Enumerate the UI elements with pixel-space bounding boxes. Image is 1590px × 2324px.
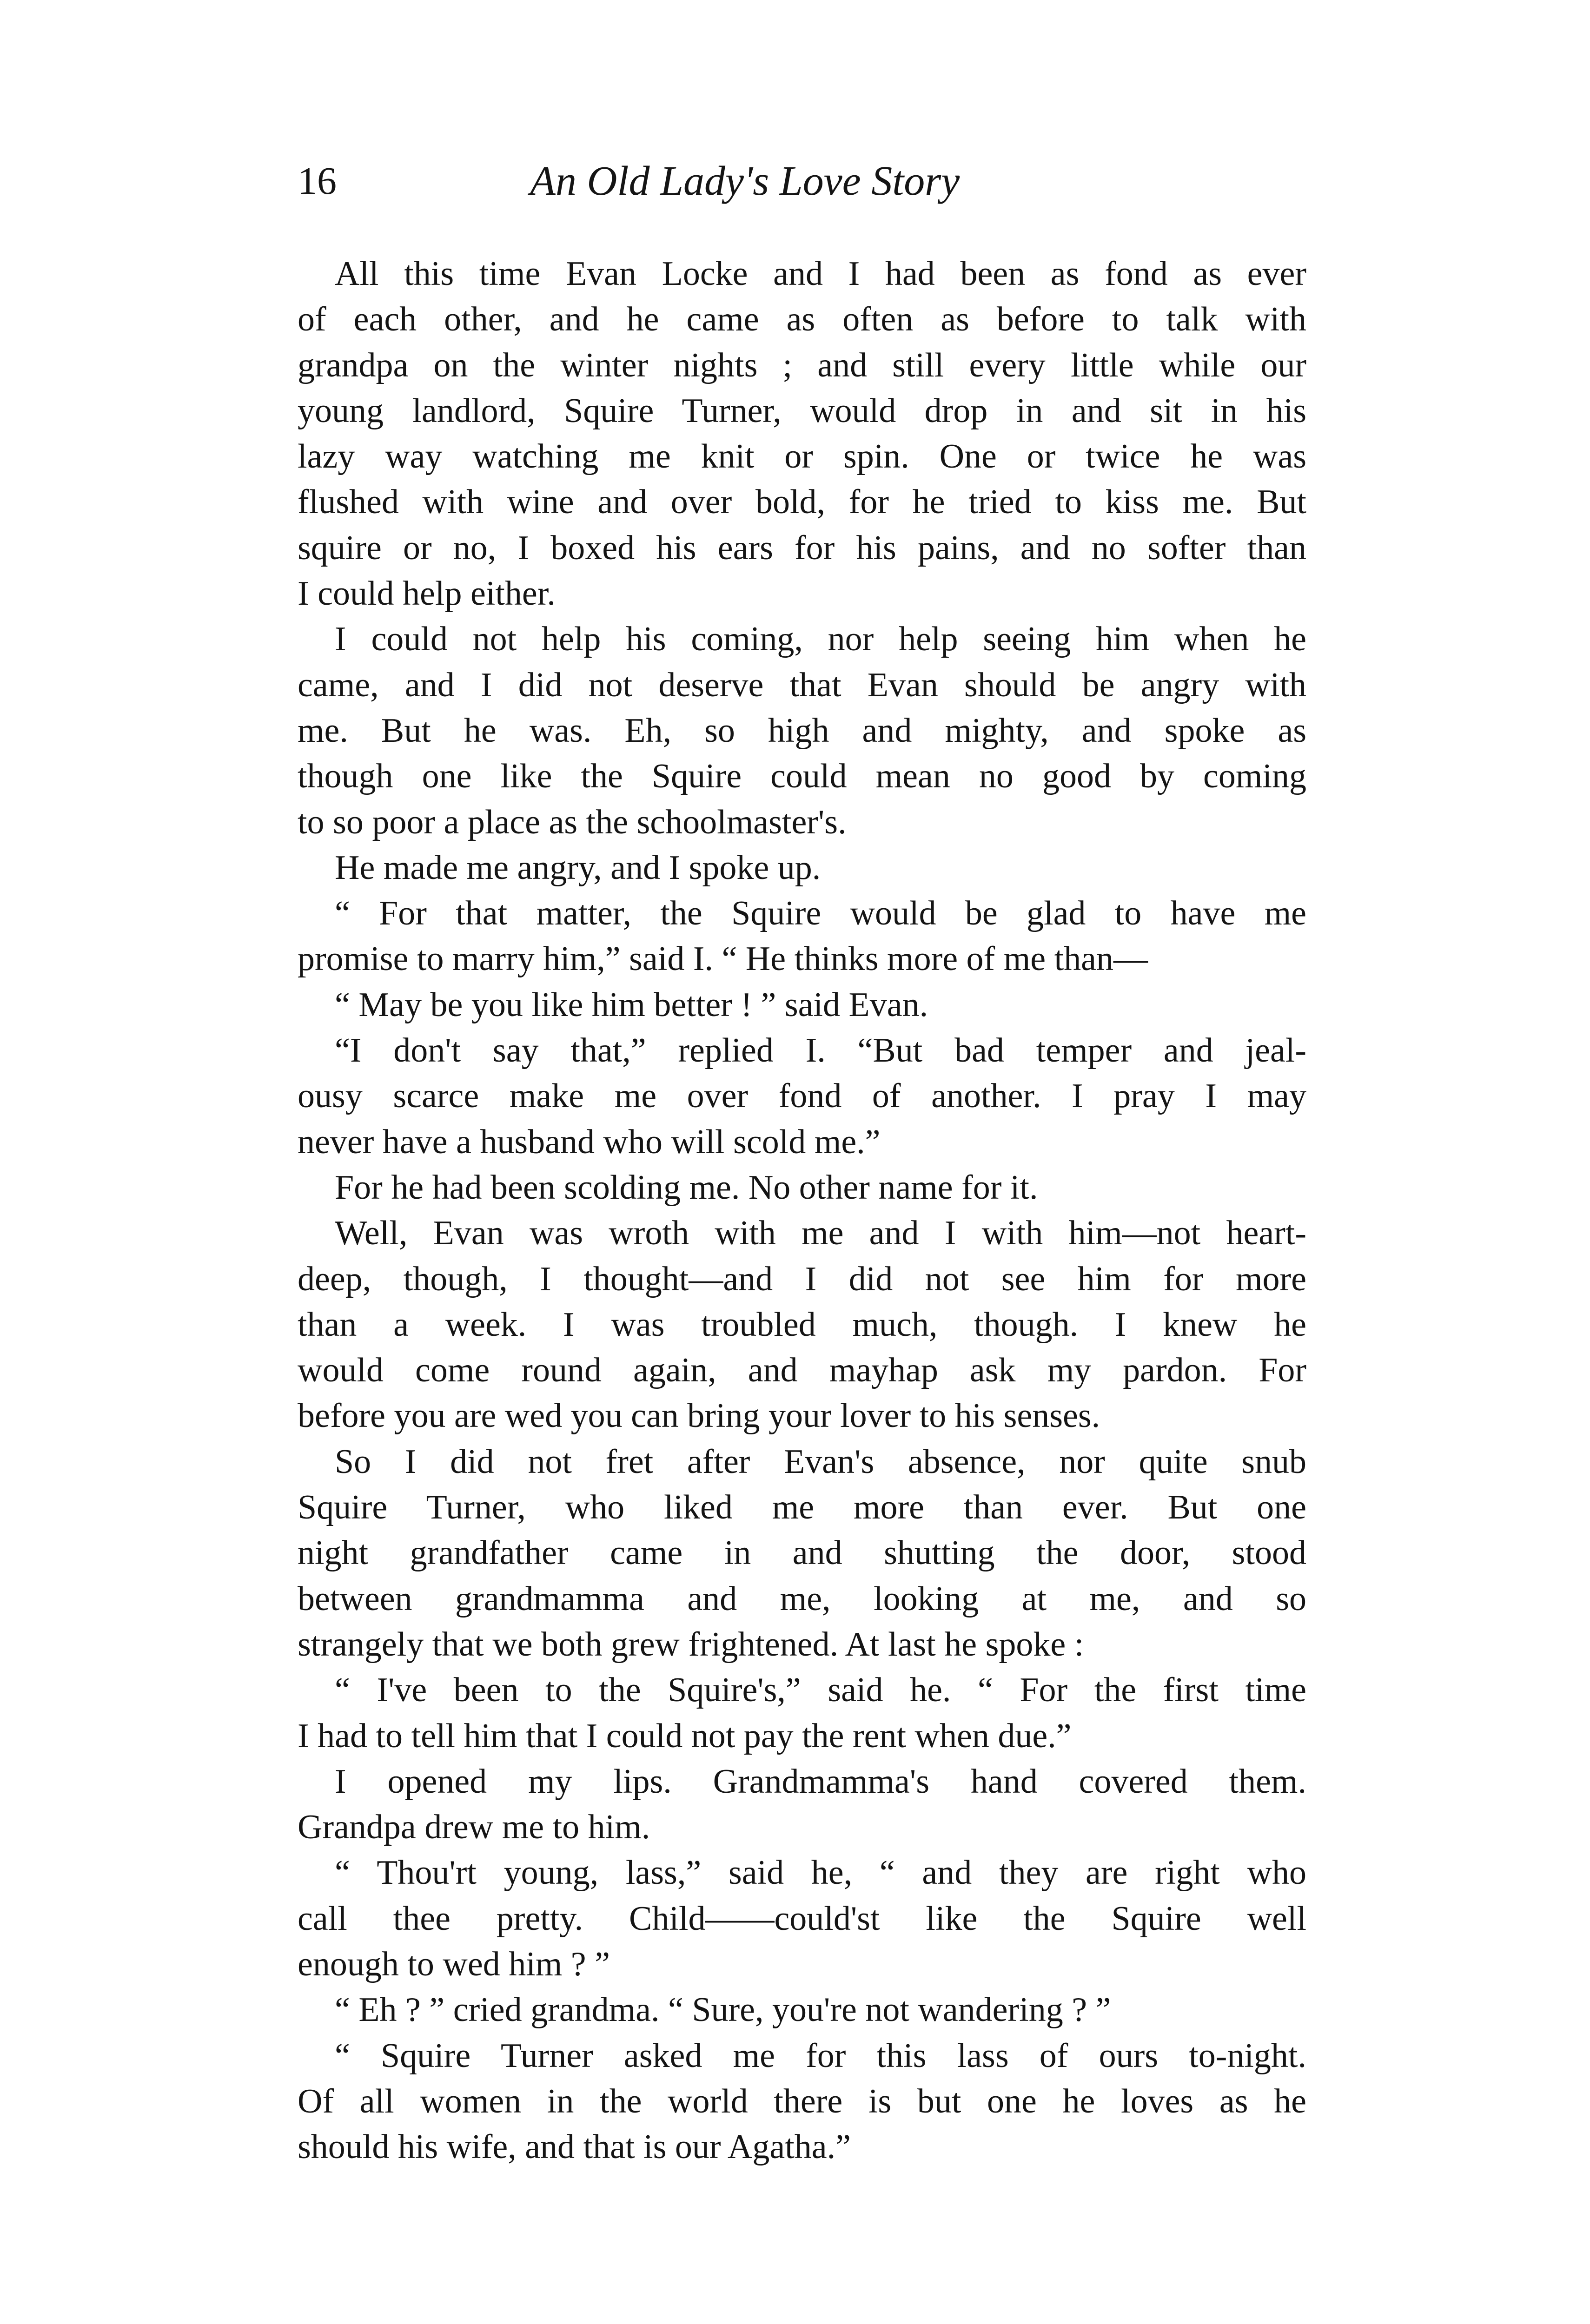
text-line: strangely that we both grew frightened. At last he spoke : [298, 1625, 1084, 1664]
text-line: For he had been scolding me. No other name for it. [335, 1168, 1038, 1207]
text-line: I had to tell him that I could not pay the rent when due.” [298, 1717, 1072, 1755]
text-line: “ May be you like him better ! ” said Evan. [335, 985, 928, 1024]
text-line: flushed with wine and over bold, for he tried to kiss me. But [298, 483, 1306, 522]
text-line: promise to marry him,” said I. “ He thinks more of me than— [298, 940, 1148, 978]
text-line: “I don't say that,” replied I. “But bad temper and jeal- [335, 1031, 1306, 1070]
paragraph [298, 1165, 1306, 1210]
paragraph [298, 2033, 1306, 2170]
text-line: night grandfather came in and shutting the door, stood [298, 1534, 1306, 1572]
text-line: “ For that matter, the Squire would be glad to have me [335, 894, 1306, 933]
text-line: came, and I did not deserve that Evan should be angry with [298, 666, 1306, 704]
paragraph [298, 891, 1306, 982]
text-line: never have a husband who will scold me.” [298, 1122, 881, 1161]
text-line: lazy way watching me knit or spin. One or twice he was [298, 437, 1306, 476]
text-line: He made me angry, and I spoke up. [335, 848, 821, 887]
text-line: Squire Turner, who liked me more than ever. But one [298, 1488, 1306, 1527]
text-line: call thee pretty. Child——could'st like the Squire well [298, 1899, 1306, 1938]
text-line: I could not help his coming, nor help seeing him when he [335, 620, 1306, 659]
text-line: I opened my lips. Grandmamma's hand covered them. [335, 1762, 1306, 1801]
paragraph [298, 1667, 1306, 1759]
text-line: young landlord, Squire Turner, would drop in and sit in his [298, 391, 1306, 430]
text-line: “ I've been to the Squire's,” said he. “ For the first time [335, 1671, 1306, 1710]
text-line: between grandmamma and me, looking at me, and so [298, 1579, 1306, 1618]
text-line: should his wife, and that is our Agatha.” [298, 2128, 851, 2166]
text-line: to so poor a place as the schoolmaster's. [298, 803, 847, 841]
text-line: squire or no, I boxed his ears for his pains, and no softer than [298, 528, 1306, 567]
text-line: Grandpa drew me to him. [298, 1808, 650, 1847]
paragraph [298, 982, 1306, 1028]
paragraph [298, 1850, 1306, 1987]
text-line: “ Thou'rt young, lass,” said he, “ and they are right who [335, 1854, 1306, 1892]
running-head [298, 153, 1306, 209]
text-line: “ Eh ? ” cried grandma. “ Sure, you're not wandering ? ” [335, 1991, 1111, 2029]
book-title: An Old Lady's Love Story [530, 158, 960, 204]
text-line: grandpa on the winter nights ; and still every little while our [298, 346, 1306, 384]
paragraph [298, 1210, 1306, 1439]
text-line: of each other, and he came as often as before to talk with [298, 300, 1306, 339]
text-line: Of all women in the world there is but one he loves as he [298, 2082, 1306, 2120]
text-line: So I did not fret after Evan's absence, nor quite snub [335, 1442, 1306, 1481]
text-line: before you are wed you can bring your lover to his senses. [298, 1397, 1100, 1435]
text-line: though one like the Squire could mean no good by coming [298, 757, 1306, 796]
body-text [298, 251, 1306, 2170]
paragraph [298, 845, 1306, 891]
text-line: Well, Evan was wroth with me and I with him—not heart- [335, 1214, 1306, 1253]
text-line: I could help either. [298, 574, 556, 613]
text-line: All this time Evan Locke and I had been as fond as ever [335, 255, 1306, 293]
text-line: deep, though, I thought—and I did not see him for more [298, 1260, 1306, 1298]
paragraph [298, 1987, 1306, 2033]
text-line: than a week. I was troubled much, though. I knew he [298, 1305, 1306, 1344]
paragraph [298, 251, 1306, 616]
paragraph [298, 616, 1306, 845]
text-line: “ Squire Turner asked me for this lass of ours to-night. [335, 2036, 1306, 2075]
page-number: 16 [298, 159, 337, 203]
paragraph [298, 1759, 1306, 1850]
paragraph [298, 1439, 1306, 1667]
paragraph [298, 1028, 1306, 1165]
text-line: me. But he was. Eh, so high and mighty, and spoke as [298, 711, 1306, 750]
text-line: would come round again, and mayhap ask my pardon. For [298, 1351, 1306, 1390]
text-line: ousy scarce make me over fond of another. I pray I may [298, 1077, 1306, 1116]
text-line: enough to wed him ? ” [298, 1945, 610, 1983]
